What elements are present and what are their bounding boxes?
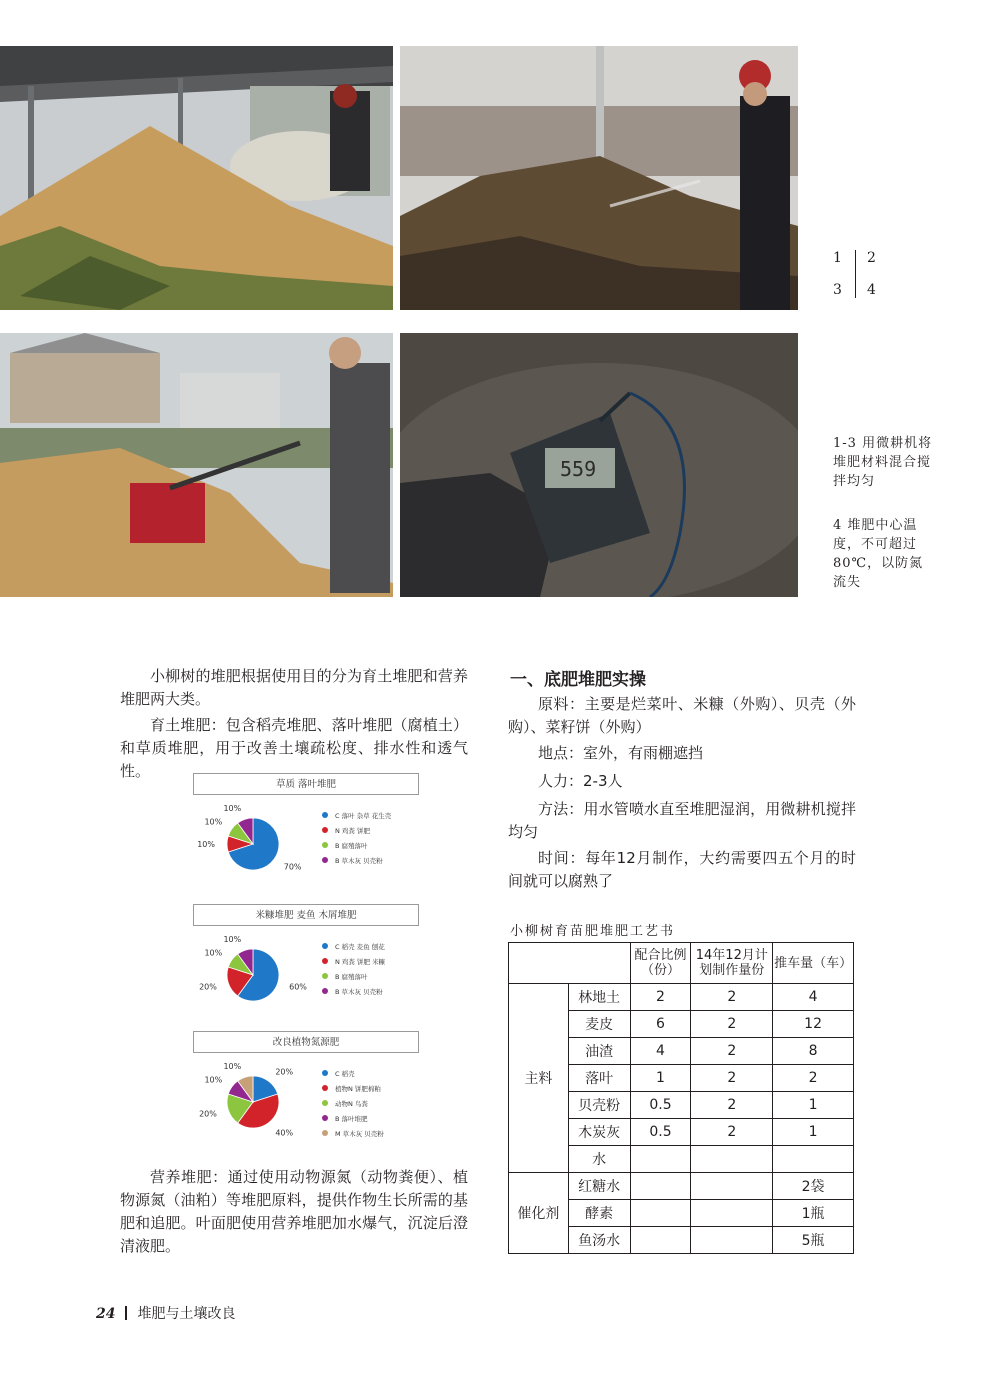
pie-value-label: 10%: [204, 1075, 223, 1085]
header-carts: 推车量（车）: [773, 943, 854, 984]
legend-label: C 稻壳 麦鱼 刨花: [335, 943, 385, 951]
manpower-paragraph: 人力：2-3人: [538, 772, 623, 790]
cell-plan: [691, 1146, 773, 1173]
cell-plan: 2: [691, 1038, 773, 1065]
section-heading: 一、底肥堆肥实操: [510, 670, 646, 690]
cell-carts: 8: [773, 1038, 854, 1065]
photo-thermometer: [400, 333, 798, 597]
group-main: 主料: [509, 984, 569, 1173]
cell-carts: 1瓶: [773, 1200, 854, 1227]
pie-value-label: 10%: [223, 803, 242, 813]
legend-label: M 草木灰 贝壳粉: [335, 1130, 384, 1138]
legend-swatch: [322, 812, 328, 818]
header-plan: 14年12月计划制作量份: [691, 943, 773, 984]
legend-swatch: [322, 1100, 328, 1106]
cell-ratio: 6: [630, 1011, 691, 1038]
cell-name: 油渣: [568, 1038, 630, 1065]
cell-carts: 4: [773, 984, 854, 1011]
pie-value-label: 20%: [199, 1109, 217, 1119]
cell-plan: 2: [691, 1092, 773, 1119]
legend-label: 植物N 饼肥棉粕: [335, 1085, 381, 1093]
cell-ratio: 2: [630, 984, 691, 1011]
cell-ratio: 0.5: [630, 1092, 691, 1119]
pie-value-label: 20%: [275, 1067, 294, 1077]
legend-label: N 鸡粪 饼肥 米糠: [335, 958, 386, 966]
photo-index-2: 2: [867, 250, 876, 266]
soil-compost-paragraph: 育土堆肥：包含稻壳堆肥、落叶堆肥（腐植土）和草质堆肥，用于改善土壤疏松度、排水性和透气性。: [120, 716, 468, 780]
photo-index-4: 4: [867, 282, 876, 298]
legend-swatch: [322, 1115, 328, 1121]
legend-swatch: [322, 988, 328, 994]
cell-name: 麦皮: [568, 1011, 630, 1038]
cell-plan: 2: [691, 1011, 773, 1038]
legend-swatch: [322, 842, 328, 848]
photo-compost-pile: [0, 46, 393, 310]
cell-name: 红糖水: [568, 1173, 630, 1200]
intro-paragraph: 小柳树的堆肥根据使用目的分为育土堆肥和营养堆肥两大类。: [120, 667, 468, 708]
table-title: 小柳树育苗肥堆肥工艺书: [510, 924, 676, 939]
cell-carts: 5瓶: [773, 1227, 854, 1254]
pie-value-label: 60%: [289, 982, 307, 992]
legend-label: B 草木灰 贝壳粉: [335, 988, 383, 996]
legend-swatch: [322, 827, 328, 833]
pie-value-label: 10%: [204, 817, 223, 827]
cell-ratio: [630, 1200, 691, 1227]
pie-value-label: 40%: [275, 1128, 294, 1138]
cell-carts: 1: [773, 1092, 854, 1119]
pie-value-label: 70%: [283, 862, 302, 872]
method-paragraph: 方法：用水管喷水直至堆肥湿润，用微耕机搅拌均匀: [508, 800, 856, 841]
cell-plan: [691, 1200, 773, 1227]
photo-index-1: 1: [833, 250, 842, 266]
cell-name: 林地土: [568, 984, 630, 1011]
pie-value-label: 10%: [223, 1061, 242, 1071]
cell-plan: [691, 1227, 773, 1254]
cell-plan: 2: [691, 1065, 773, 1092]
cell-carts: 1: [773, 1119, 854, 1146]
pie-value-label: 10%: [197, 840, 215, 849]
pie-value-label: 10%: [204, 948, 223, 958]
cell-name: 贝壳粉: [568, 1092, 630, 1119]
timing-paragraph: 时间：每年12月制作，大约需要四五个月的时间就可以腐熟了: [508, 849, 856, 890]
legend-label: B 腐殖落叶: [335, 973, 368, 981]
materials-paragraph: 原料：主要是烂菜叶、米糠（外购）、贝壳（外购）、菜籽饼（外购）: [508, 695, 856, 736]
legend-label: N 鸡粪 饼肥: [335, 827, 370, 835]
pie-chart-2: [193, 929, 419, 1017]
legend-swatch: [322, 943, 328, 949]
page-footer: [96, 1303, 235, 1323]
cell-ratio: 0.5: [630, 1119, 691, 1146]
legend-label: B 草木灰 贝壳粉: [335, 857, 383, 865]
table-row: [509, 1173, 854, 1200]
cell-ratio: 1: [630, 1065, 691, 1092]
photo-tiller-mixing: [0, 333, 393, 597]
nutrient-compost-paragraph: 营养堆肥：通过使用动物源氮（动物粪便）、植物源氮（油粕）等堆肥原料，提供作物生长所需的基肥和追肥。叶面肥使用营养堆肥加水爆气，沉淀后澄清液肥。: [120, 1168, 468, 1255]
legend-swatch: [322, 973, 328, 979]
cell-plan: 2: [691, 1119, 773, 1146]
cell-name: 木炭灰: [568, 1119, 630, 1146]
index-divider: [855, 250, 856, 298]
cell-name: 落叶: [568, 1065, 630, 1092]
pie-value-label: 20%: [199, 982, 217, 992]
legend-label: B 落叶堆肥: [335, 1115, 368, 1123]
pie-value-label: 10%: [223, 934, 242, 944]
caption-photos-1-3: 1-3 用微耕机将堆肥材料混合搅拌均匀: [833, 436, 933, 489]
cell-ratio: 4: [630, 1038, 691, 1065]
legend-label: 动物N 鸟粪: [335, 1100, 368, 1108]
legend-swatch: [322, 1130, 328, 1136]
photo-index-3: 3: [833, 282, 842, 298]
legend-swatch: [322, 1085, 328, 1091]
section-name: 堆肥与土壤改良: [137, 1306, 236, 1322]
photo-spraying-water: [400, 46, 798, 310]
thermometer-display: 559: [560, 457, 597, 481]
cell-ratio: [630, 1227, 691, 1254]
legend-label: C 落叶 杂草 花生壳: [335, 812, 392, 820]
cell-ratio: [630, 1173, 691, 1200]
table-header-row: [509, 943, 854, 984]
legend-swatch: [322, 958, 328, 964]
legend-swatch: [322, 1070, 328, 1076]
cell-name: 鱼汤水: [568, 1227, 630, 1254]
cell-carts: 2袋: [773, 1173, 854, 1200]
compost-recipe-table: [508, 942, 854, 1254]
footer-divider: [125, 1306, 127, 1320]
cell-carts: [773, 1146, 854, 1173]
legend-label: C 稻壳: [335, 1070, 355, 1078]
header-blank: [509, 943, 631, 984]
cell-ratio: [630, 1146, 691, 1173]
header-ratio: 配合比例（份）: [630, 943, 691, 984]
pie-chart-3: [193, 1056, 419, 1144]
pie-chart-1: [193, 798, 419, 886]
cell-plan: [691, 1173, 773, 1200]
cell-carts: 12: [773, 1011, 854, 1038]
cell-plan: 2: [691, 984, 773, 1011]
group-catalyst: 催化剂: [509, 1173, 569, 1254]
caption-photo-4: 4 堆肥中心温度，不可超过80℃，以防氮流失: [833, 518, 924, 590]
chart-2-title: 米糠堆肥 麦鱼 木屑堆肥: [193, 904, 419, 926]
cell-name: 酵素: [568, 1200, 630, 1227]
legend-label: B 腐殖落叶: [335, 842, 368, 850]
cell-name: 水: [568, 1146, 630, 1173]
chart-1-title: 草质 落叶堆肥: [193, 773, 419, 795]
chart-3-title: 改良植物氮源肥: [193, 1031, 419, 1053]
table-row: [509, 984, 854, 1011]
page-number: 24: [96, 1306, 116, 1322]
location-paragraph: 地点：室外，有雨棚遮挡: [538, 744, 704, 762]
cell-carts: 2: [773, 1065, 854, 1092]
legend-swatch: [322, 857, 328, 863]
